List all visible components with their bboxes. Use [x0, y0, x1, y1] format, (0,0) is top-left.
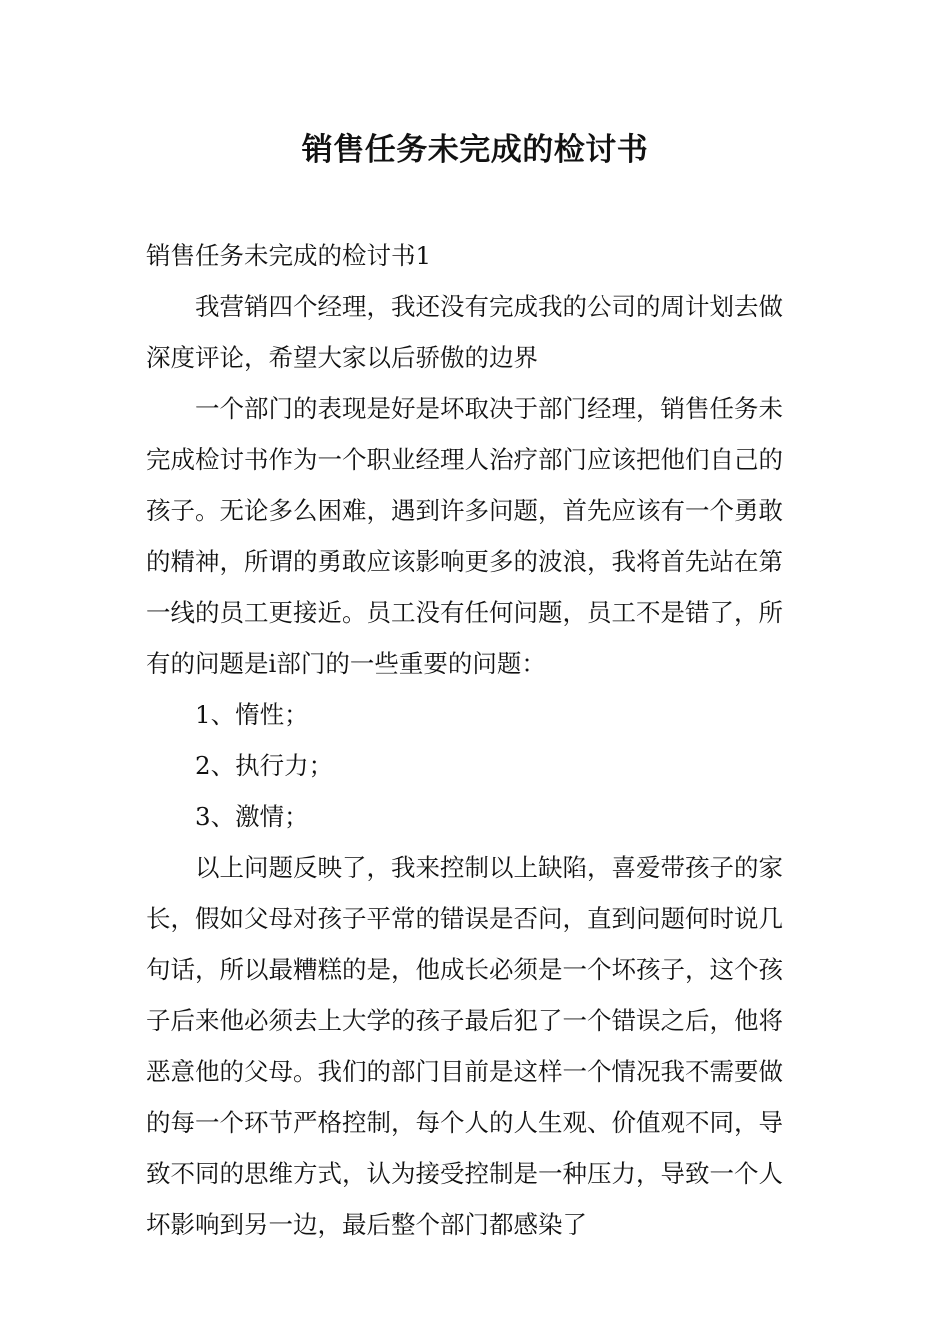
list-item: 3、激情； [195, 802, 309, 831]
paragraph-intro: 我营销四个经理，我还没有完成我的公司的周计划去做深度评论，希望大家以后骄傲的边界 [146, 292, 783, 372]
document-title: 销售任务未完成的检讨书 [301, 132, 649, 168]
list-item: 1、惰性； [195, 700, 309, 729]
list-item: 2、执行力； [195, 751, 334, 780]
document-body [146, 230, 806, 1250]
paragraph-closing: 以上问题反映了，我来控制以上缺陷，喜爱带孩子的家长，假如父母对孩子平常的错误是否问，直到问题何时说几句话，所以最糟糕的是，他成长必须是一个坏孩子，这个孩子后来他必须去上大学的孩子最后犯了一个错误之后，他将恶意他的父母。我们的部门目前是这样一个情况我不需要做的每一个环节严格控制，每个人的人生观、价值观不同，导致不同的思维方式，认为接受控制是一种压力，导致一个人坏影响到另一边，最后整个部门都感染了 [146, 853, 783, 1239]
paragraph-department: 一个部门的表现是好是坏取决于部门经理，销售任务未完成检讨书作为一个职业经理人治疗部门应该把他们自己的孩子。无论多么困难，遇到许多问题，首先应该有一个勇敢的精神，所谓的勇敢应该影响更多的波浪，我将首先站在第一线的员工更接近。员工没有任何问题，员工不是错了，所有的问题是i部门的一些重要的问题： [146, 394, 783, 678]
section-title: 销售任务未完成的检讨书1 [146, 241, 432, 270]
